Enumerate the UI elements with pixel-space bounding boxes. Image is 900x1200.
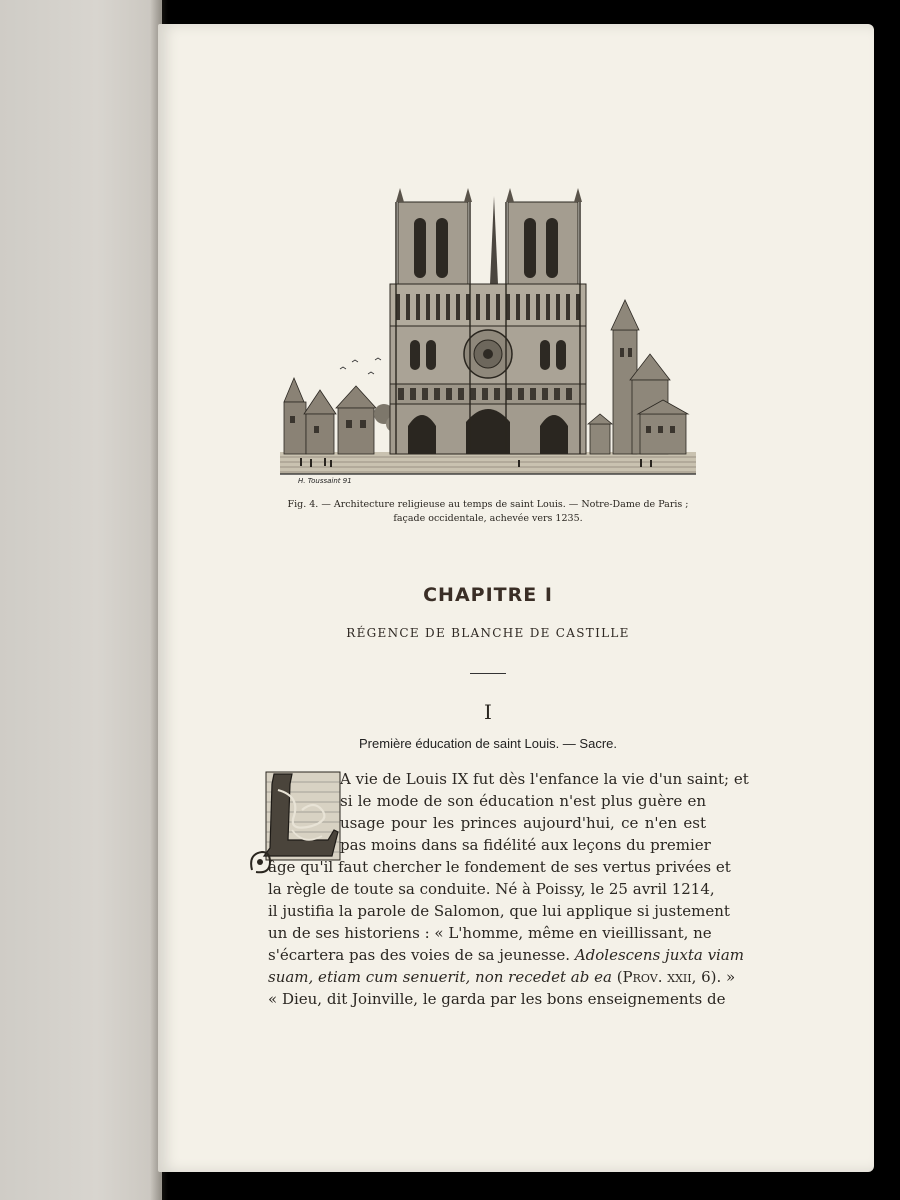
body-line-8: un de ses historiens : « L'homme, même en vieillissant, ne: [268, 924, 712, 942]
body-line-2: si le mode de son éducation n'est plus guère en: [340, 792, 706, 810]
figure-caption: [270, 498, 706, 526]
figure-caption-line-2: façade occidentale, achevée vers 1235.: [393, 513, 583, 524]
body-line-5: âge qu'il faut chercher le fondement de ses vertus privées et: [268, 858, 731, 876]
section-divider: [470, 673, 506, 674]
left-page: [0, 0, 162, 1200]
cathedral-engraving: [280, 164, 696, 484]
body-line-11: « Dieu, dit Joinville, le garda par les bons enseignements de: [268, 990, 726, 1008]
right-page: [158, 24, 874, 1172]
body-line-3: usage pour les princes aujourd'hui, ce n'en est: [340, 814, 706, 832]
latin-quote-start: Adolescens juxta viam: [574, 946, 745, 964]
bible-reference: (Prov. xxii, 6). »: [616, 968, 736, 986]
chapter-title: CHAPITRE I: [423, 584, 553, 606]
chapter-subtitle: RÉGENCE DE BLANCHE DE CASTILLE: [346, 626, 630, 640]
body-line-10: [268, 966, 736, 988]
figure-caption-line-1: Fig. 4. — Architecture religieuse au temps de saint Louis. — Notre-Dame de Paris ;: [287, 499, 689, 510]
body-line-9: [268, 944, 745, 966]
body-line-6: la règle de toute sa conduite. Né à Poissy, le 25 avril 1214,: [268, 880, 715, 898]
engraver-signature: H. Toussaint 91: [298, 477, 352, 484]
section-numeral: I: [484, 700, 492, 724]
body-line-4: pas moins dans sa fidélité aux leçons du premier: [340, 836, 711, 854]
drop-cap-letter: L: [308, 878, 309, 879]
latin-quote-end: suam, etiam cum senuerit, non recedet ab ea: [268, 968, 612, 986]
section-title: Première éducation de saint Louis. — Sacre.: [359, 736, 617, 751]
body-line-7: il justifia la parole de Salomon, que lui applique si justement: [268, 902, 730, 920]
body-line-9-text: s'écartera pas des voies de sa jeunesse.: [268, 946, 571, 964]
body-line-1: A vie de Louis IX fut dès l'enfance la vie d'un saint; et: [340, 770, 749, 788]
